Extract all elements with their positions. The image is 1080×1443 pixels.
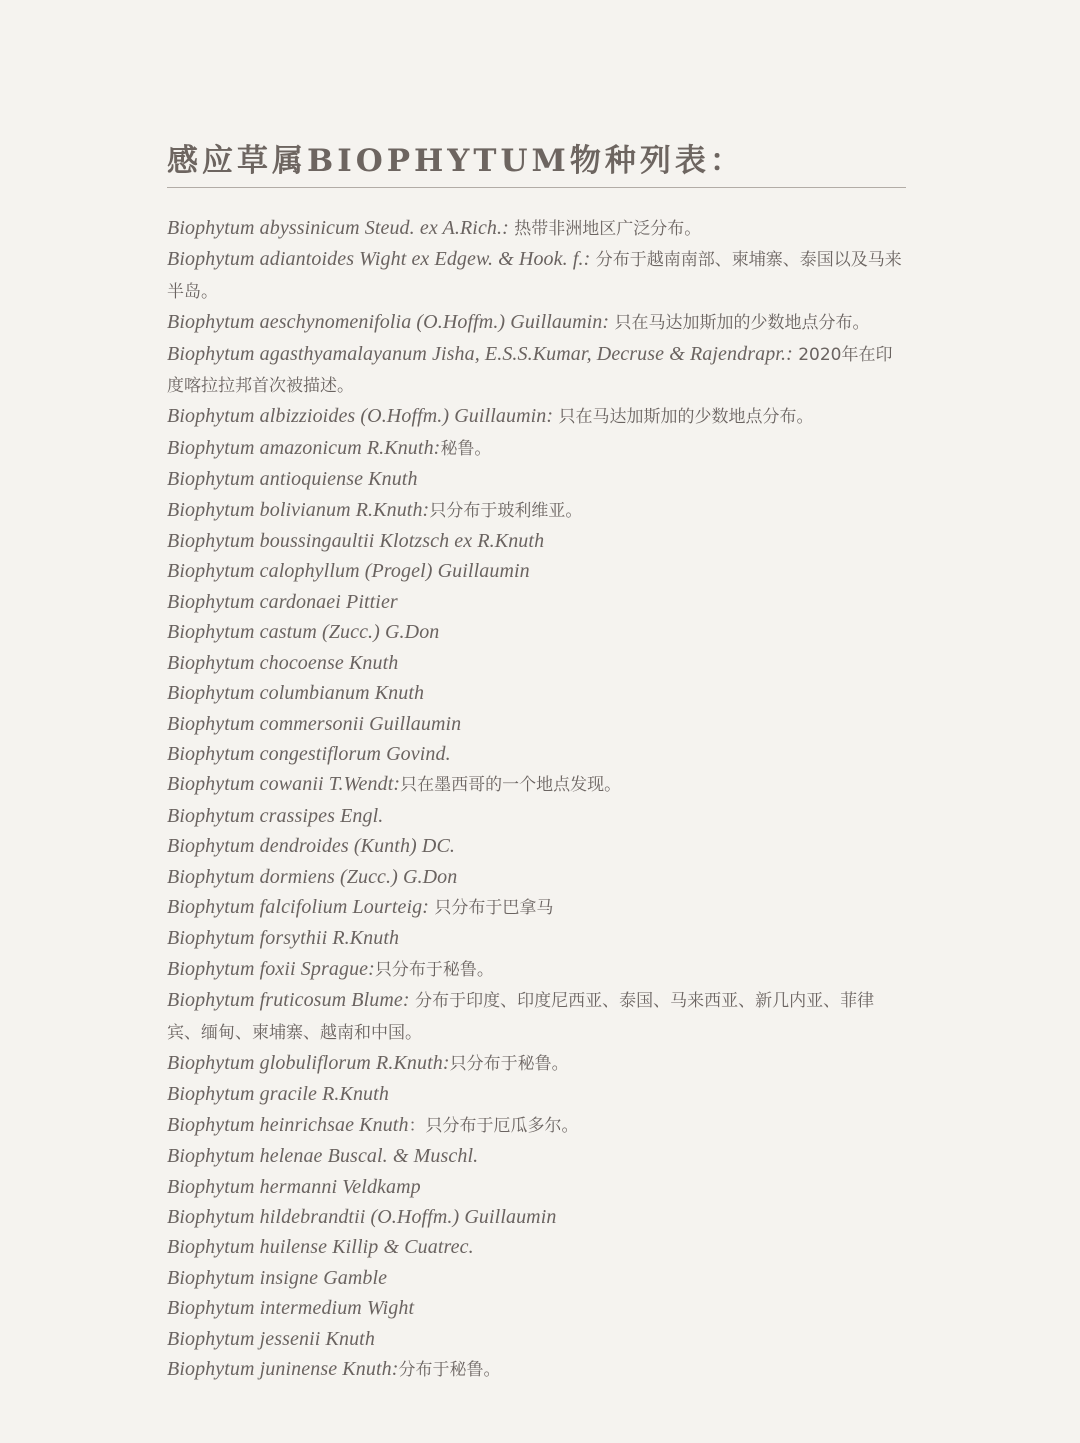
species-entry xyxy=(167,1232,907,1262)
species-scientific-name: Biophytum crassipes Engl. xyxy=(167,804,384,827)
species-entry xyxy=(167,954,907,985)
species-scientific-name: Biophytum huilense Killip & Cuatrec. xyxy=(167,1236,474,1259)
species-entry xyxy=(167,1079,907,1109)
species-entry xyxy=(167,1202,907,1232)
species-entry xyxy=(167,1172,907,1202)
species-entry xyxy=(167,985,907,1048)
species-scientific-name: Biophytum insigne Gamble xyxy=(167,1266,388,1289)
species-distribution-note: 2020年在印度喀拉拉邦首次被描述。 xyxy=(167,344,893,397)
species-scientific-name: Biophytum cardonaei Pittier xyxy=(167,590,398,613)
species-scientific-name: Biophytum forsythii R.Knuth xyxy=(167,927,400,950)
species-scientific-name: Biophytum dendroides (Kunth) DC. xyxy=(167,835,455,858)
species-entry xyxy=(167,307,907,338)
species-entry xyxy=(167,739,907,769)
species-distribution-note: 只分布于秘鲁。 xyxy=(374,959,494,980)
species-entry xyxy=(167,213,907,244)
species-entry xyxy=(167,923,907,953)
title-divider xyxy=(167,187,906,188)
species-scientific-name: Biophytum falcifolium Lourteig: xyxy=(167,895,429,918)
species-entry xyxy=(167,464,907,494)
species-distribution-note: 只在马达加斯加的少数地点分布。 xyxy=(609,313,870,334)
species-scientific-name: Biophytum congestiflorum Govind. xyxy=(167,742,451,765)
species-scientific-name: Biophytum fruticosum Blume: xyxy=(167,989,410,1012)
species-entry xyxy=(167,617,907,647)
species-scientific-name: Biophytum jessenii Knuth xyxy=(167,1327,375,1350)
species-distribution-note: 秘鲁。 xyxy=(440,438,492,459)
species-entry xyxy=(167,801,907,831)
species-entry xyxy=(167,1354,907,1385)
species-entry xyxy=(167,648,907,678)
species-scientific-name: Biophytum gracile R.Knuth xyxy=(167,1083,389,1106)
species-entry xyxy=(167,769,907,800)
species-scientific-name: Biophytum cowanii T.Wendt: xyxy=(167,773,401,796)
page-title: 感应草属BIOPHYTUM物种列表： xyxy=(167,143,745,179)
species-scientific-name: Biophytum aeschynomenifolia (O.Hoffm.) Guillaumin: xyxy=(167,311,610,334)
species-scientific-name: Biophytum castum (Zucc.) G.Don xyxy=(167,621,440,644)
species-scientific-name: Biophytum hildebrandtii (O.Hoffm.) Guillaumin xyxy=(167,1206,557,1228)
species-scientific-name: Biophytum albizzioides (O.Hoffm.) Guillaumin: xyxy=(167,405,554,428)
species-entry xyxy=(167,1048,907,1079)
species-entry xyxy=(167,244,907,307)
species-entry xyxy=(167,709,907,739)
species-scientific-name: Biophytum heinrichsae Knuth xyxy=(167,1113,409,1136)
species-distribution-note: 分布于越南南部、柬埔寨、泰国以及马来半岛。 xyxy=(167,250,902,302)
species-distribution-note: 只在墨西哥的一个地点发现。 xyxy=(400,775,622,796)
species-entry xyxy=(167,831,907,861)
species-entry xyxy=(167,339,907,402)
species-scientific-name: Biophytum helenae Buscal. & Muschl. xyxy=(167,1145,479,1168)
species-entry xyxy=(167,1110,907,1141)
species-distribution-note: 只在马达加斯加的少数地点分布。 xyxy=(553,407,814,428)
species-scientific-name: Biophytum amazonicum R.Knuth: xyxy=(167,436,441,459)
species-distribution-note: ：只分布于厄瓜多尔。 xyxy=(408,1115,579,1136)
species-scientific-name: Biophytum abyssinicum Steud. ex A.Rich.: xyxy=(167,217,509,239)
species-entry xyxy=(167,1263,907,1293)
species-entry xyxy=(167,1141,907,1171)
species-distribution-note: 分布于秘鲁。 xyxy=(398,1360,501,1381)
species-scientific-name: Biophytum hermanni Veldkamp xyxy=(167,1175,421,1198)
species-scientific-name: Biophytum agasthyamalayanum Jisha, E.S.S.Kumar, Decruse & Rajendrapr.: xyxy=(167,342,793,365)
species-entry xyxy=(167,862,907,892)
species-scientific-name: Biophytum foxii Sprague: xyxy=(167,957,375,980)
species-entry xyxy=(167,1293,907,1323)
species-scientific-name: Biophytum bolivianum R.Knuth: xyxy=(167,498,430,521)
species-scientific-name: Biophytum intermedium Wight xyxy=(167,1297,415,1320)
species-entry xyxy=(167,401,907,432)
species-entry xyxy=(167,556,907,586)
species-scientific-name: Biophytum globuliflorum R.Knuth: xyxy=(167,1051,450,1074)
species-distribution-note: 只分布于秘鲁。 xyxy=(449,1053,569,1074)
species-scientific-name: Biophytum commersonii Guillaumin xyxy=(167,712,462,735)
species-scientific-name: Biophytum juninense Knuth: xyxy=(167,1358,399,1381)
species-entry xyxy=(167,587,907,617)
species-scientific-name: Biophytum dormiens (Zucc.) G.Don xyxy=(167,865,458,888)
species-entry xyxy=(167,892,907,923)
species-list xyxy=(167,213,907,1385)
species-scientific-name: Biophytum columbianum Knuth xyxy=(167,682,425,705)
species-distribution-note: 只分布于玻利维亚。 xyxy=(429,500,583,521)
species-entry xyxy=(167,526,907,556)
species-entry xyxy=(167,495,907,526)
species-distribution-note: 分布于印度、印度尼西亚、泰国、马来西亚、新几内亚、菲律宾、缅甸、柬埔寨、越南和中国。 xyxy=(167,991,875,1043)
species-distribution-note: 只分布于巴拿马 xyxy=(428,897,554,918)
species-distribution-note: 热带非洲地区广泛分布。 xyxy=(508,219,702,239)
species-scientific-name: Biophytum calophyllum (Progel) Guillaumin xyxy=(167,560,530,583)
species-scientific-name: Biophytum boussingaultii Klotzsch ex R.Knuth xyxy=(167,530,545,553)
species-scientific-name: Biophytum antioquiense Knuth xyxy=(167,468,418,491)
species-entry xyxy=(167,433,907,464)
species-scientific-name: Biophytum adiantoides Wight ex Edgew. & Hook. f.: xyxy=(167,248,591,271)
species-entry xyxy=(167,1324,907,1354)
species-entry xyxy=(167,678,907,708)
species-scientific-name: Biophytum chocoense Knuth xyxy=(167,651,399,674)
